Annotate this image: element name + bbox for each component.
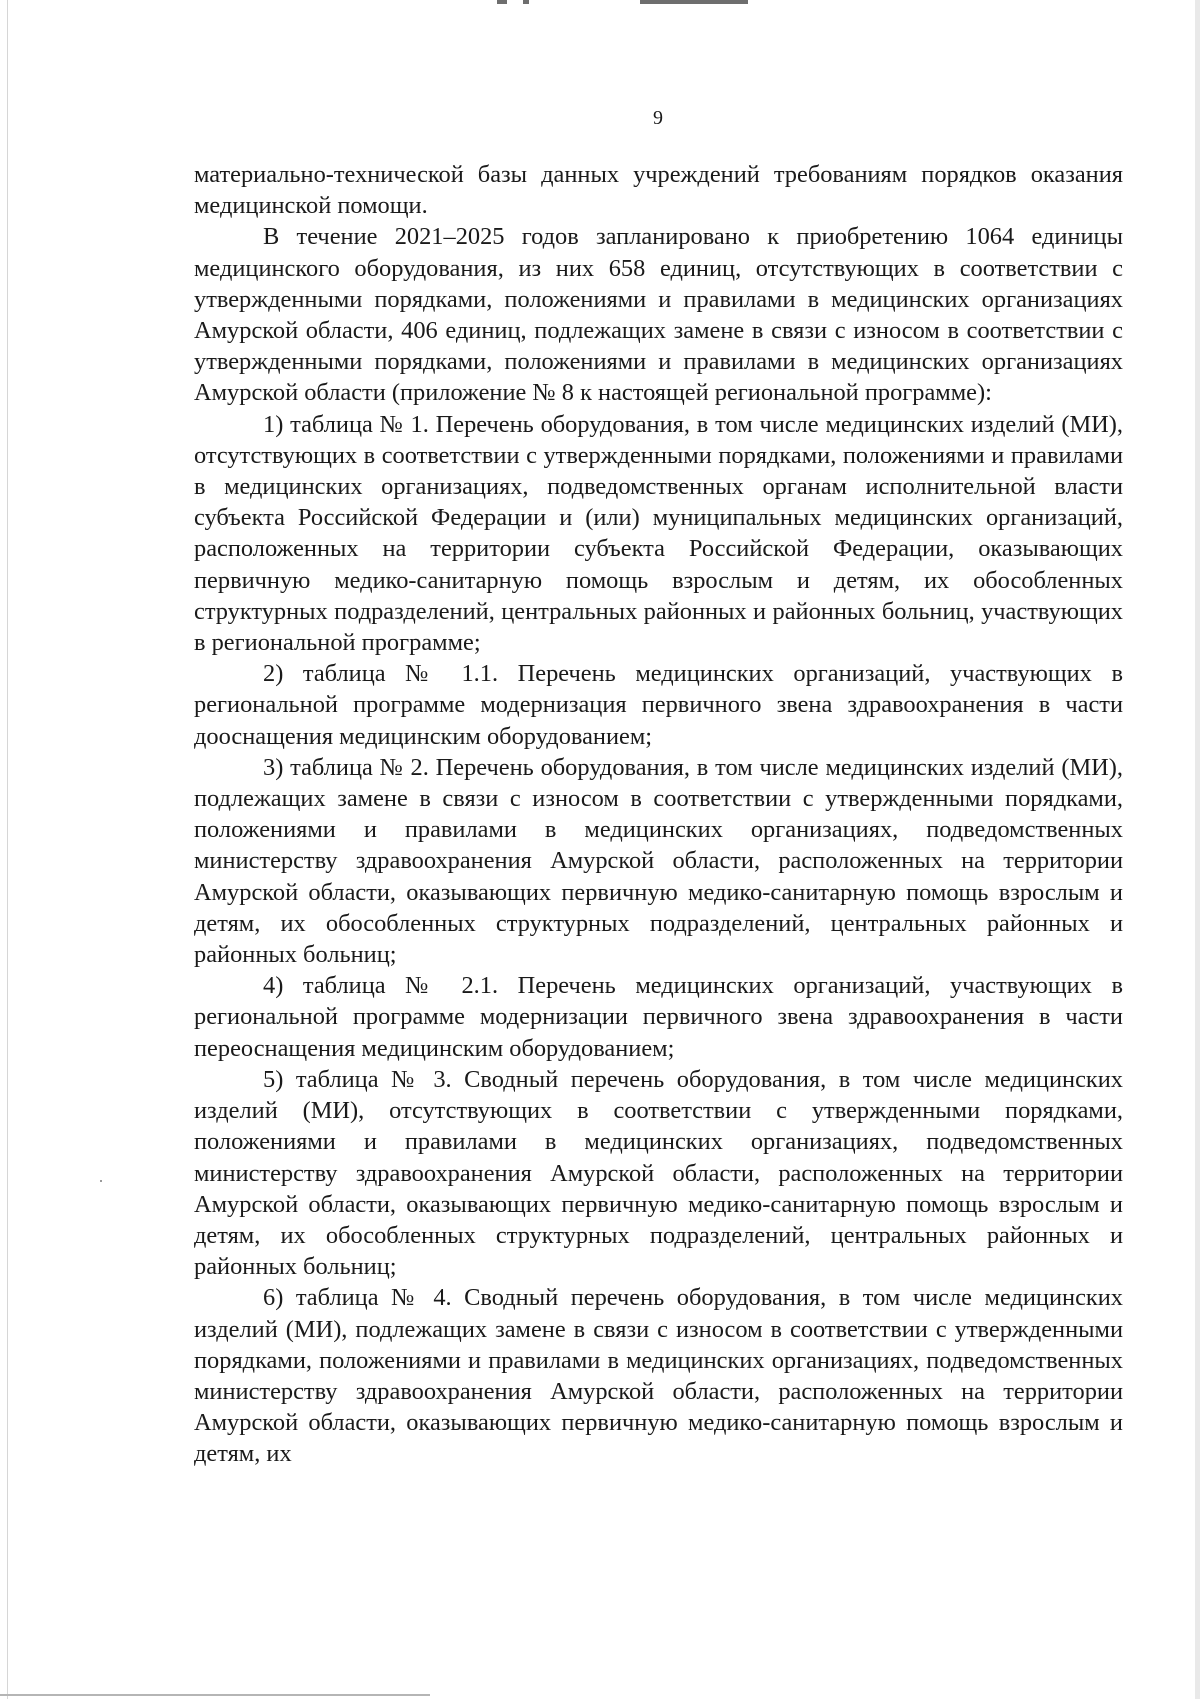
list-item-table-4: 6) таблица № 4. Сводный перечень оборудования, в том числе медицинских изделий (МИ), подлежащих замене в связи с износом в соответствии с утвержденными порядками, положениями и правилами в медицинских организациях, подведомственных министерству здравоохранения Амурской области, расположенных на территории Амурской области, оказывающих первичную медико-санитарную помощь взрослым и детям, их	[194, 1284, 1123, 1468]
paragraph-continuation: материально-технической базы данных учреждений требованиям порядков оказания медицинской помощи.	[194, 161, 1123, 220]
document-body	[194, 159, 1123, 1470]
scan-right-edge	[1195, 0, 1200, 1699]
scan-top-marks	[0, 0, 1200, 6]
list-item-table-2: 3) таблица № 2. Перечень оборудования, в том числе медицинских изделий (МИ), подлежащих замене в связи с износом в соответствии с утвержденными порядками, положениями и правилами в медицинских организациях, подведомственных министерству здравоохранения Амурской области, расположенных на территории Амурской области, оказывающих первичную медико-санитарную помощь взрослым и детям, их обособленных структурных подразделений, центральных районных и районных больниц;	[194, 753, 1123, 969]
list-item-table-2-1: 4) таблица № 2.1. Перечень медицинских организаций, участвующих в региональной программе модернизации первичного звена здравоохранения в части переоснащения медицинским оборудованием;	[194, 972, 1123, 1062]
scan-speck	[100, 1180, 102, 1182]
scan-left-edge	[7, 0, 8, 1699]
scan-bottom-edge	[0, 1694, 430, 1696]
list-item-table-3: 5) таблица № 3. Сводный перечень оборудования, в том числе медицинских изделий (МИ), отсутствующих в соответствии с утвержденными порядками, положениями и правилами в медицинских организациях, подведомственных министерству здравоохранения Амурской области, расположенных на территории Амурской области, оказывающих первичную медико-санитарную помощь взрослым и детям, их обособленных структурных подразделений, центральных районных и районных больниц;	[194, 1065, 1123, 1281]
list-item-table-1: 1) таблица № 1. Перечень оборудования, в том числе медицинских изделий (МИ), отсутствующих в соответствии с утвержденными порядками, положениями и правилами в медицинских организациях, подведомственных органам исполнительной власти субъекта Российской Федерации и (или) муниципальных медицинских организаций, расположенных на территории субъекта Российской Федерации, оказывающих первичную медико-санитарную помощь взрослым и детям, их обособленных структурных подразделений, центральных районных и районных больниц, участвующих в региональной программе;	[194, 410, 1123, 657]
page-number: 9	[653, 107, 663, 129]
paragraph-equipment-purchase: В течение 2021–2025 годов запланировано к приобретению 1064 единицы медицинского оборудования, из них 658 единиц, отсутствующих в соответствии с утвержденными порядками, положениями и правилами в медицинских организациях Амурской области, 406 единиц, подлежащих замене в связи с износом в соответствии с утвержденными порядками, положениями и правилами в медицинских организациях Амурской области (приложение № 8 к настоящей региональной программе):	[194, 223, 1123, 407]
list-item-table-1-1: 2) таблица № 1.1. Перечень медицинских организаций, участвующих в региональной программе модернизация первичного звена здравоохранения в части дооснащения медицинским оборудованием;	[194, 660, 1123, 750]
